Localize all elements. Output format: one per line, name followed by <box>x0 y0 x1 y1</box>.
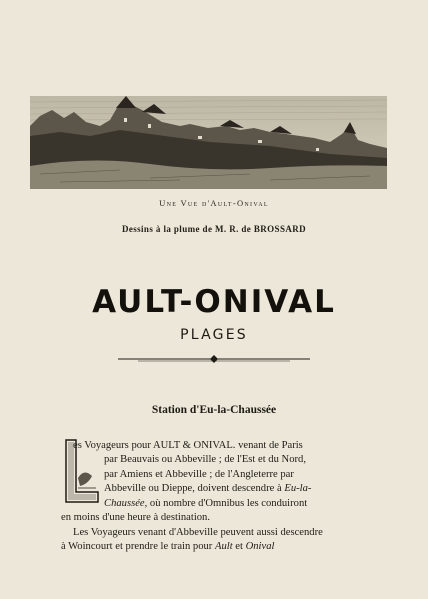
section-heading: Station d'Eu-la-Chaussée <box>151 404 277 416</box>
illustration-credit: Dessins à la plume de M. R. de BROSSARD <box>121 224 307 234</box>
paragraph-line: par Beauvais ou Abbeville ; de l'Est et du Nord, <box>104 454 306 465</box>
paragraph-text: à Woincourt et prendre le train pour <box>61 541 213 552</box>
paragraph-text: où nombre d'Omnibus les conduiront <box>149 498 308 509</box>
italic-place-name: Eu-la- <box>284 483 312 494</box>
illustration-caption: Une Vue d'Ault-Onival <box>159 198 269 208</box>
paragraph-line: es Voyageurs pour AULT & ONIVAL. venant de Paris <box>73 440 303 451</box>
paragraph-text: Abbeville ou Dieppe, doivent descendre à <box>104 483 282 494</box>
paragraph-line <box>104 497 307 512</box>
italic-place-name: Chaussée, <box>104 498 148 509</box>
paragraph-line <box>104 482 311 497</box>
ornamental-divider <box>118 354 310 364</box>
italic-place-name: Onival <box>245 541 275 552</box>
paragraph-text: et <box>235 541 243 552</box>
paragraph-line <box>61 540 274 555</box>
paragraph-line: par Amiens et Abbeville ; de l'Angleterre par <box>104 469 294 480</box>
page-title: AULT-ONIVAL <box>92 284 336 320</box>
paragraph-line: en moins d'une heure à destination. <box>61 512 211 523</box>
paragraph-line: Les Voyageurs venant d'Abbeville peuvent aussi descendre <box>73 527 323 538</box>
page-subtitle: PLAGES <box>180 327 248 343</box>
coastal-village-illustration <box>30 96 387 189</box>
italic-place-name: Ault <box>214 541 233 552</box>
